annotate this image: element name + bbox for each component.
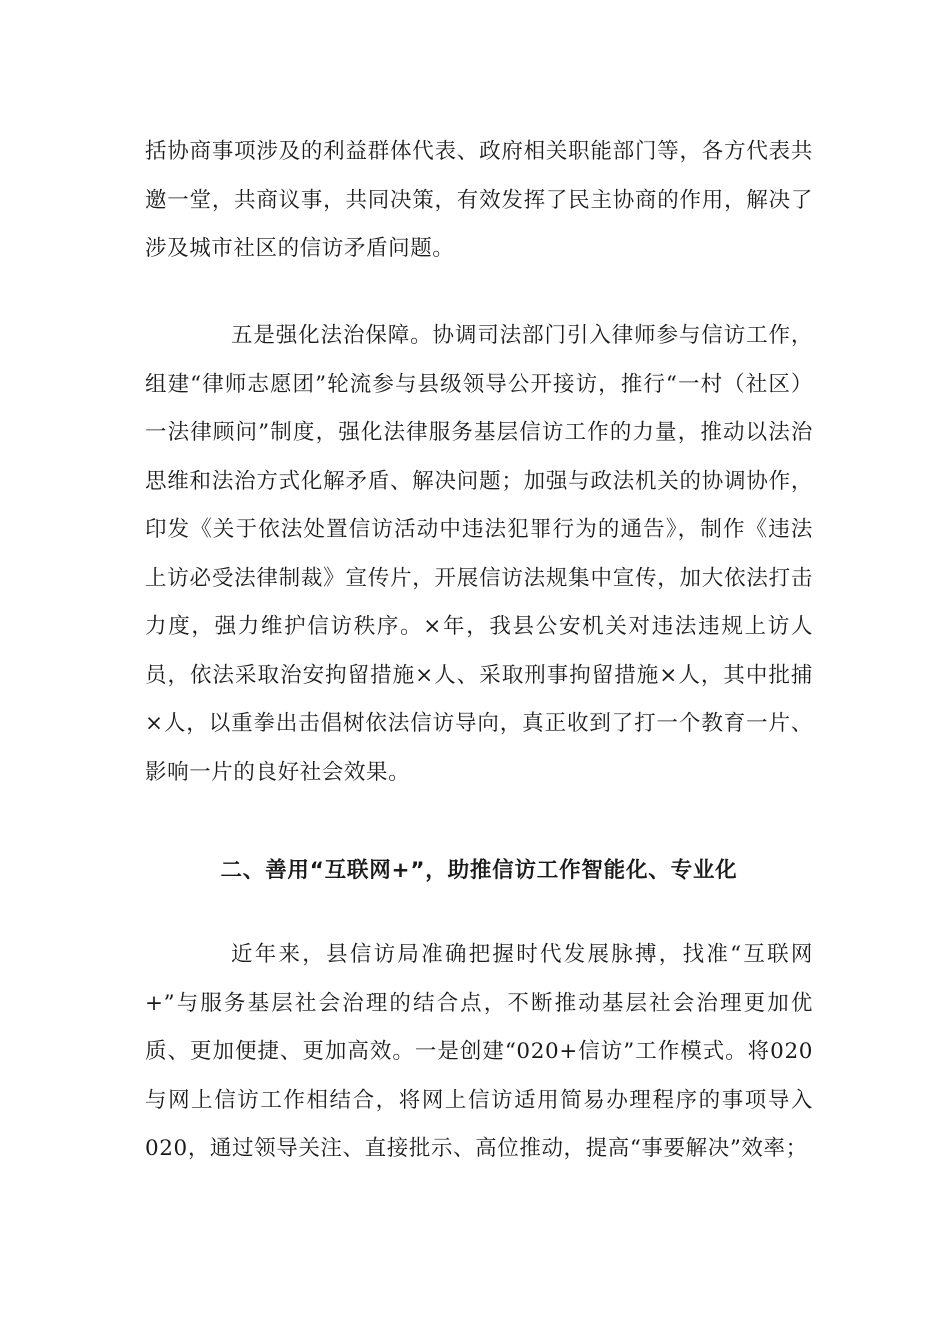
section-heading: 二、善用“互联网+”，助推信访工作智能化、专业化 (220, 858, 738, 883)
paragraph-internet: 近年来，县信访局准确把握时代发展脉搏，找准“互联网+”与服务基层社会治理的结合点，不断推动基层社会治理更加优质、更加便捷、更加高效。一是创建“020+信访”工作模式。将020与网上信访工作相结合，将网上信访适用简易办理程序的事项导入020，通过领导关注、直接批示、高位推动，提高“事要解决”效率； (145, 942, 813, 1161)
paragraph-rule-of-law: 五是强化法治保障。协调司法部门引入律师参与信访工作，组建“律师志愿团”轮流参与县级领导公开接访，推行“一村（社区）一法律顾问”制度，强化法律服务基层信访工作的力量，推动以法治思维和法治方式化解矛盾、解决问题；加强与政法机关的协调协作，印发《关于依法处置信访活动中违法犯罪行为的通告》，制作《违法上访必受法律制裁》宣传片，开展信访法规集中宣传，加大依法打击力度，强力维护信访秩序。×年，我县公安机关对违法违规上访人员，依法采取治安拘留措施×人、采取刑事拘留措施×人，其中批捕×人，以重拳出击倡树依法信访导向，真正收到了打一个教育一片、影响一片的良好社会效果。 (145, 323, 813, 785)
paragraph-continuation: 括协商事项涉及的利益群体代表、政府相关职能部门等，各方代表共邀一堂，共商议事，共同决策，有效发挥了民主协商的作用，解决了涉及城市社区的信访矛盾问题。 (145, 139, 813, 261)
